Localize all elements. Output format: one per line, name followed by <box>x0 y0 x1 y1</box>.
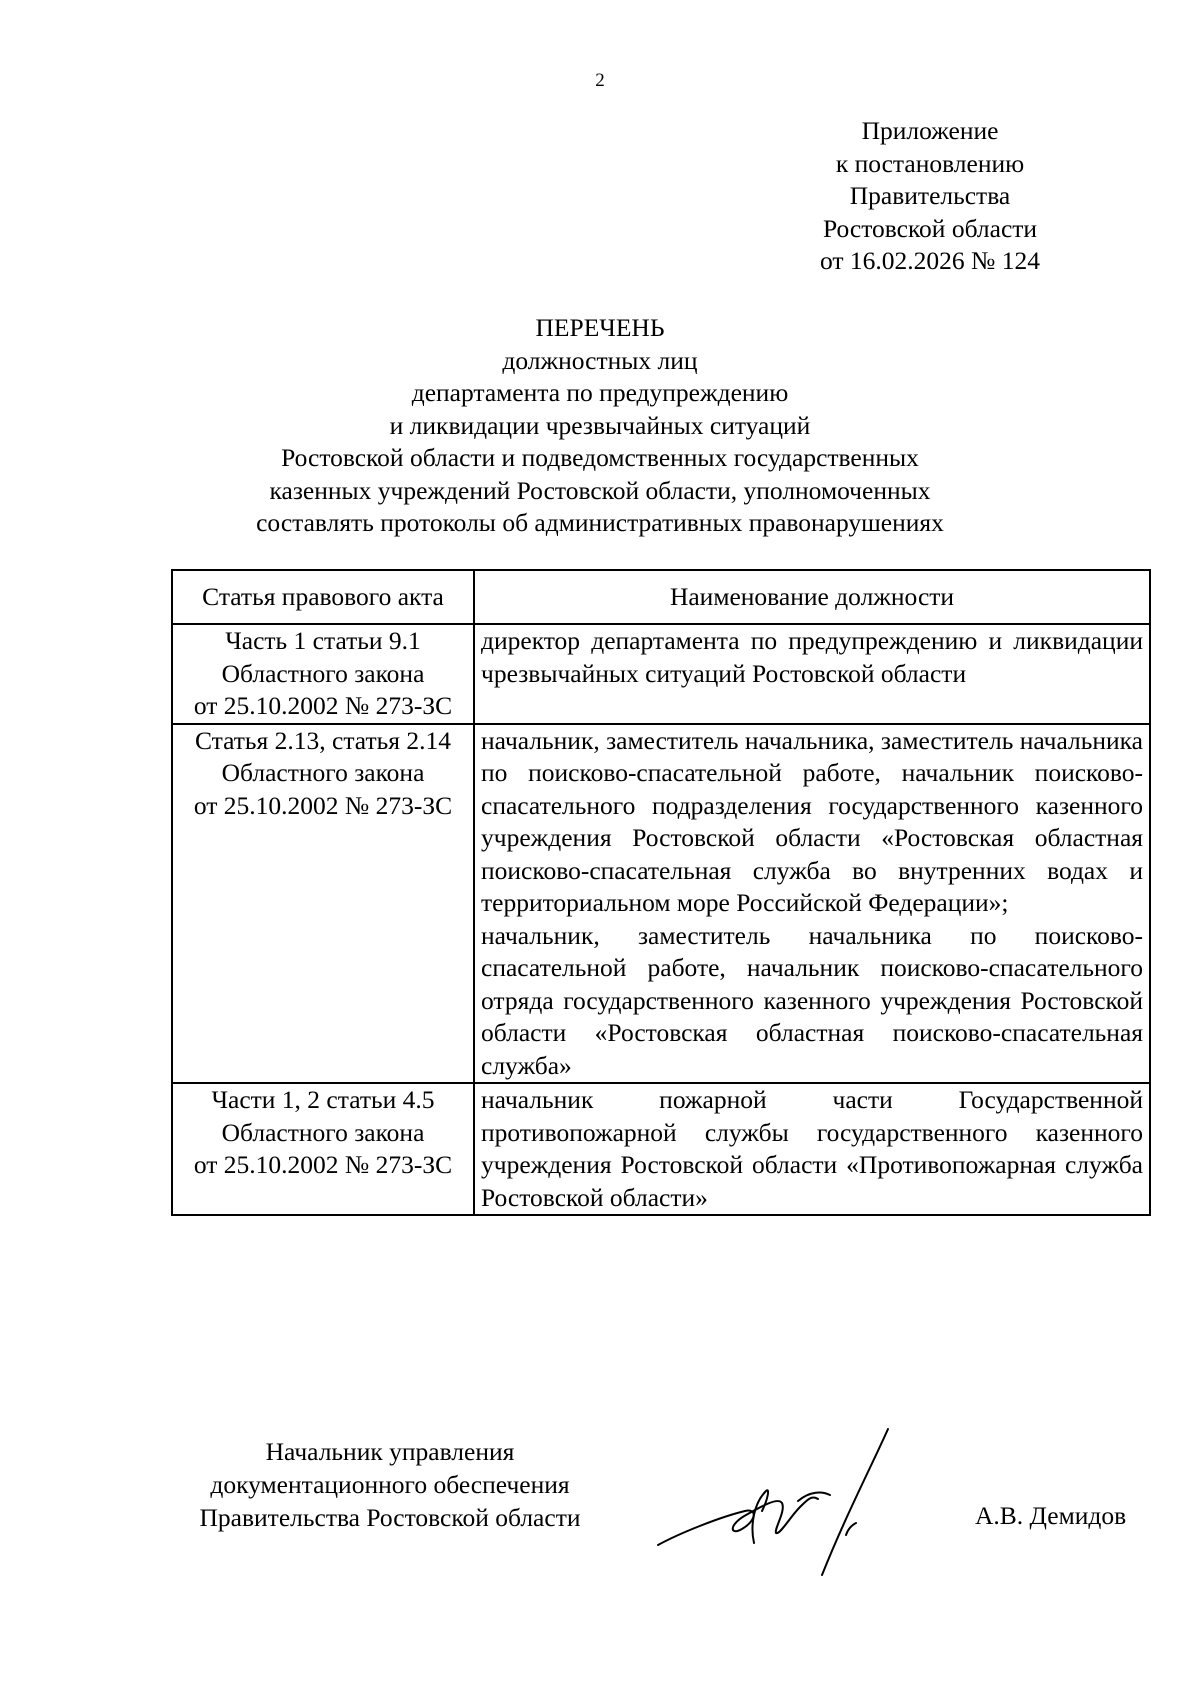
signatory-name: А.В. Демидов <box>975 1501 1127 1530</box>
table-row <box>172 724 1150 1084</box>
appendix-line: к постановлению <box>835 148 1025 178</box>
title-heading: ПЕРЕЧЕНЬ <box>535 313 665 342</box>
appendix-line: Приложение <box>861 116 999 145</box>
article-line: от 25.10.2002 № 273-ЗС <box>193 1150 453 1179</box>
title-line: должностных лиц <box>502 345 698 375</box>
title-line: казенных учреждений Ростовской области, уполномоченных <box>269 475 931 505</box>
appendix-header <box>730 115 1130 278</box>
table-row <box>172 1083 1150 1215</box>
position-cell <box>474 724 1150 1084</box>
signatory-title-line: документационного обеспечения <box>210 1470 570 1499</box>
article-cell <box>172 1083 474 1215</box>
appendix-line: Правительства <box>849 181 1011 210</box>
table-row <box>172 624 1150 724</box>
appendix-line: от 16.02.2026 № 124 <box>819 246 1040 275</box>
article-cell <box>172 624 474 724</box>
title-line: Ростовской области и подведомственных государственных <box>281 443 919 472</box>
signatory-title-line: Правительства Ростовской области <box>199 1503 581 1532</box>
signatory-title-line: Начальник управления <box>265 1437 515 1466</box>
officials-table <box>171 569 1151 1216</box>
article-line: Областного закона <box>221 1117 425 1147</box>
column-header-position: Наименование должности <box>474 570 1150 624</box>
position-cell: начальник пожарной части Государственной противопожарной службы государственного казенного учреждения Ростовской области «Противопожарная служба Ростовской области» <box>474 1083 1150 1215</box>
article-line: от 25.10.2002 № 273-ЗС <box>193 691 453 720</box>
signatory-title <box>160 1435 620 1534</box>
position-cell: директор департамента по предупреждению и ликвидации чрезвычайных ситуаций Ростовской области <box>474 624 1150 724</box>
handwritten-signature <box>650 1425 930 1585</box>
document-title <box>100 312 1100 540</box>
position-paragraph: начальник, заместитель начальника по поисково-спасательной работе, начальник поисково-спасательного отряда государственного казенного учреждения Ростовской области «Ростовская областная поисково-спасательная служба» <box>481 920 1143 1080</box>
article-line: Областного закона <box>221 758 425 787</box>
article-line: Статья 2.13, статья 2.14 <box>195 725 451 755</box>
column-header-article: Статья правового акта <box>172 570 474 624</box>
article-line: Областного закона <box>221 658 425 688</box>
article-line: Части 1, 2 статьи 4.5 <box>211 1085 435 1114</box>
title-line: департамента по предупреждению <box>411 378 789 407</box>
article-cell <box>172 724 474 1084</box>
position-paragraph: начальник, заместитель начальника, заместитель начальника по поисково-спасательной работе, начальник поисково-спасательного подразделения государственного казенного учреждения Ростовской области «Ростовская областная поисково-спасательная служба во внутренних водах и территориальном море Российской Федерации»; <box>481 725 1143 917</box>
article-line: Часть 1 статьи 9.1 <box>225 626 421 655</box>
title-line: и ликвидации чрезвычайных ситуаций <box>389 410 811 440</box>
article-line: от 25.10.2002 № 273-ЗС <box>193 790 453 820</box>
table-header-row <box>172 570 1150 624</box>
appendix-line: Ростовской области <box>822 213 1038 243</box>
title-line: составлять протоколы об административных правонарушениях <box>256 508 944 537</box>
page-number: 2 <box>595 70 605 91</box>
